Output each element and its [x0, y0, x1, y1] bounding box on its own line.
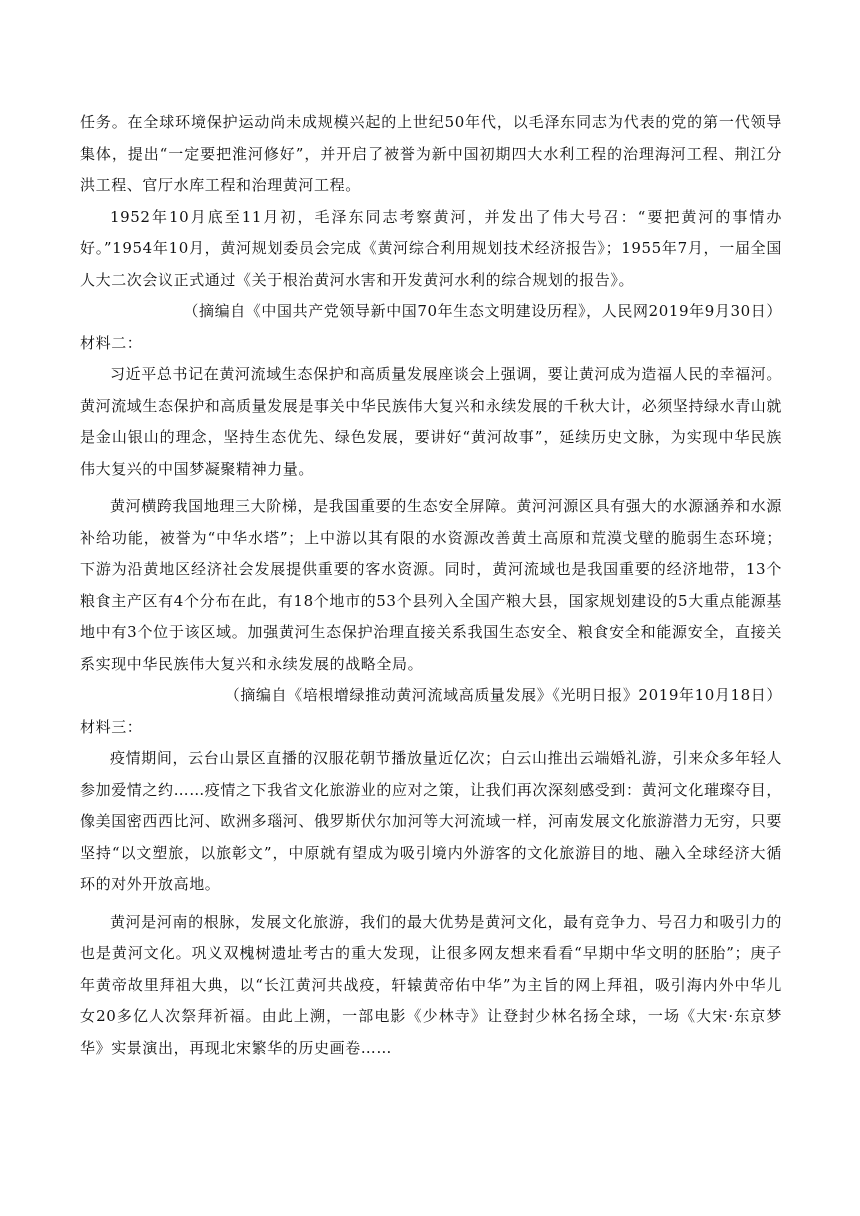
paragraph-1: 任务。在全球环境保护运动尚未成规模兴起的上世纪50年代，以毛泽东同志为代表的党的第一代领导集体，提出“一定要把淮河修好”，并开启了被誉为新中国初期四大水利工程的治理海河工程、荆江分洪工程、官厅水库工程和治理黄河工程。 [80, 113, 782, 194]
paragraph-3: 习近平总书记在黄河流域生态保护和高质量发展座谈会上强调，要让黄河成为造福人民的幸福河。黄河流域生态保护和高质量发展是事关中华民族伟大复兴和永续发展的千秋大计，必须坚持绿水青山就是金山银山的理念，坚持生态优先、绿色发展，要讲好“黄河故事”，延续历史文脉，为实现中华民族伟大复兴的中国梦凝聚精神力量。 [80, 365, 783, 478]
paragraph-6: 黄河是河南的根脉，发展文化旅游，我们的最大优势是黄河文化，最有竞争力、号召力和吸引力的也是黄河文化。巩义双槐树遗址考古的重大发现，让很多网友想来看看“早期中华文明的胚胎”；庚子年黄帝故里拜祖大典，以“长江黄河共战疫，轩辕黄帝佑中华”为主旨的网上拜祖，吸引海内外中华儿女20多亿人次祭拜祈福。由此上溯，一部电影《少林寺》让登封少林名扬全球，一场《大宋·东京梦华》实景演出，再现北宋繁华的历史画卷…… [80, 912, 782, 1057]
document-page [80, 107, 782, 1064]
source-citation-1: （摘编自《中国共产党领导新中国70年生态文明建设历程》，人民网2019年9月30日） [183, 302, 782, 320]
paragraph-4: 黄河横跨我国地理三大阶梯，是我国重要的生态安全屏障。黄河河源区具有强大的水源涵养和水源补给功能，被誉为“中华水塔”；上中游以其有限的水资源改善黄土高原和荒漠戈壁的脆弱生态环境；下游为沿黄地区经济社会发展提供重要的客水资源。同时，黄河流域也是我国重要的经济地带，13个粮食主产区有4个分布在此，有18个地市的53个县列入全国产粮大县，国家规划建设的5大重点能源基地中有3个位于该区域。加强黄河生态保护治理直接关系我国生态安全、粮食安全和能源安全，直接关系实现中华民族伟大复兴和永续发展的战略全局。 [80, 497, 782, 673]
material-three-label: 材料三： [80, 717, 143, 736]
paragraph-2: 1952年10月底至11月初，毛泽东同志考察黄河，并发出了伟大号召：“要把黄河的事情办好。”1954年10月，黄河规划委员会完成《黄河综合利用规划技术经济报告》；1955年7月，一届全国人大二次会议正式通过《关于根治黄河水害和开发黄河水利的综合规划的报告》。 [80, 207, 782, 289]
material-two-label: 材料二： [80, 333, 143, 352]
paragraph-5: 疫情期间，云台山景区直播的汉服花朝节播放量近亿次；白云山推出云端婚礼游，引来众多年轻人参加爱情之约……疫情之下我省文化旅游业的应对之策，让我们再次深刻感受到：黄河文化璀璨夺目，像美国密西西比河、欧洲多瑙河、俄罗斯伏尔加河等大河流域一样，河南发展文化旅游潜力无穷，只要坚持“以文塑旅，以旅彰文”，中原就有望成为吸引境内外游客的文化旅游目的地、融入全球经济大循环的对外开放高地。 [80, 749, 783, 893]
source-citation-2: （摘编自《培根增绿推动黄河流域高质量发展》《光明日报》2019年10月18日） [224, 686, 782, 704]
